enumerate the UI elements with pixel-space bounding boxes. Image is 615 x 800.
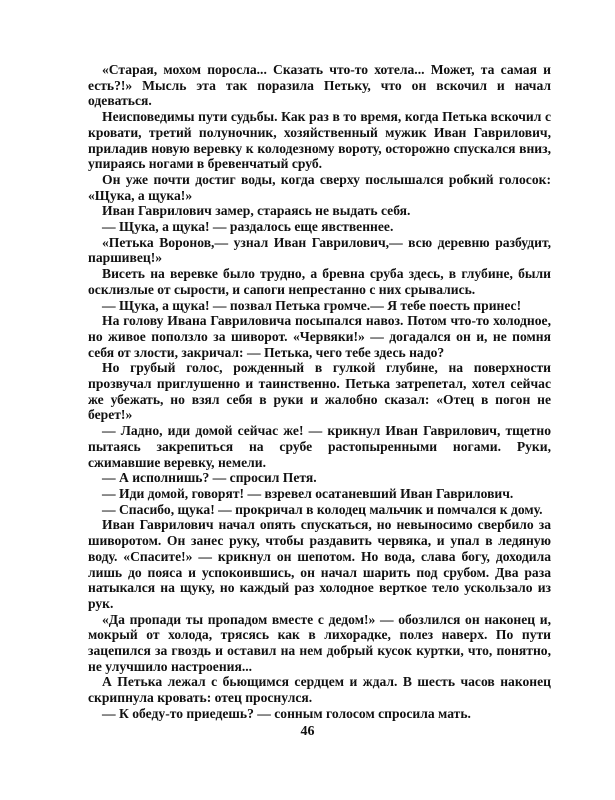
paragraph-14: — Спасибо, щука! — прокричал в колодец мальчик и помчался к дому. <box>102 501 543 517</box>
paragraph-4: Иван Гаврилович замер, стараясь не выдать себя. <box>102 203 411 219</box>
paragraph-18: — К обеду-то приедешь? — сонным голосом спросила мать. <box>102 705 471 721</box>
paragraph-11: — Ладно, иди домой сейчас же! — крикнул Иван Гаврилович, тщетно пытаясь закрепиться на срубе растопыренными ногами. Руки, сжимавшие веревку, немели. <box>88 423 551 470</box>
paragraph-8: — Щука, а щука! — позвал Петька громче.— Я тебе поесть принес! <box>102 297 522 313</box>
paragraph-2: Неисповедимы пути судьбы. Как раз в то время, когда Петька вскочил с кровати, третий полуночник, хозяйственный мужик Иван Гаврилович, приладив новую веревку к колодезному вороту, осторожно спускался вниз, упираясь ногами в бревенчатый сруб. <box>88 109 551 172</box>
paragraph-10: Но грубый голос, рожденный в гулкой глубине, на поверхности прозвучал приглушенно и таинственно. Петька затрепетал, хотел сейчас же убежать, но взял себя в руки и жалобно сказал: «Отец в погон не берет!» <box>88 360 551 423</box>
paragraph-3: Он уже почти достиг воды, когда сверху послышался робкий голосок: «Щука, а щука!» <box>88 171 551 203</box>
paragraph-15: Иван Гаврилович начал опять спускаться, но невыносимо свербило за шиворотом. Он занес руку, чтобы раздавить червяка, и упал в ледяную воду. «Спасите!» — крикнул он шепотом. Но вода, слава богу, доходила лишь до пояса и успокоившись, он начал шарить под срубом. Два раза натыкался на щуку, но каждый раз холодное верткое тело ускользало из рук. <box>88 517 551 611</box>
page-text-body <box>88 62 551 722</box>
paragraph-6: «Петька Воронов,— узнал Иван Гаврилович,— всю деревню разбудит, паршивец!» <box>88 234 551 266</box>
paragraph-12: — А исполнишь? — спросил Петя. <box>102 470 317 486</box>
paragraph-16: «Да пропади ты пропадом вместе с дедом!» — обозлился он наконец и, мокрый от холода, трясясь как в лихорадке, полез наверх. По пути зацепился за гвоздь и оставил на нем добрый кусок куртки, что, понятно, не улучшило настроения... <box>88 611 551 674</box>
paragraph-9: На голову Ивана Гавриловича посыпался навоз. Потом что-то холодное, но живое поползло за шиворот. «Червяки!» — догадался он и, не помня себя от злости, закричал: — Петька, чего тебе здесь надо? <box>88 313 551 360</box>
page-number: 46 <box>300 724 315 739</box>
paragraph-5: — Щука, а щука! — раздалось еще явственнее. <box>102 219 394 235</box>
paragraph-1: «Старая, мохом поросла... Сказать что-то хотела... Может, та самая и есть?!» Мысль эта так поразила Петьку, что он вскочил и начал одеваться. <box>88 62 551 109</box>
paragraph-17: А Петька лежал с бьющимся сердцем и ждал. В шесть часов наконец скрипнула кровать: отец проснулся. <box>88 674 551 706</box>
paragraph-13: — Иди домой, говорят! — взревел осатаневший Иван Гаврилович. <box>102 485 514 501</box>
paragraph-7: Висеть на веревке было трудно, а бревна сруба здесь, в глубине, были осклизлые от сырости, и сапоги непрестанно с них срывались. <box>88 266 551 297</box>
